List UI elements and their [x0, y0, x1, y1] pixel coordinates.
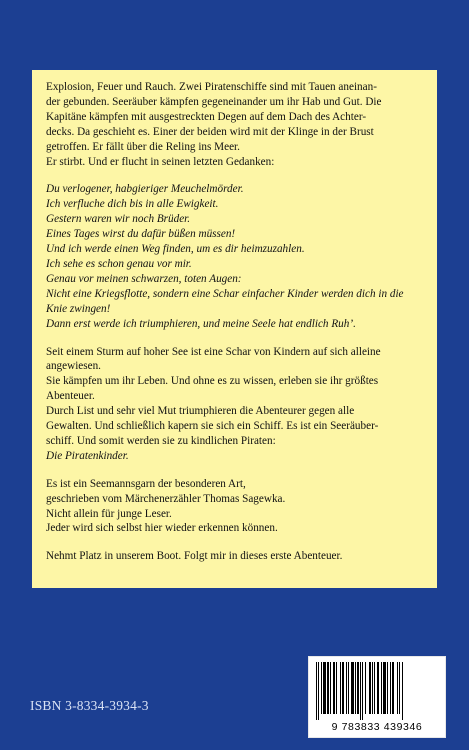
text-line: Es ist ein Seemannsgarn der besonderen Art,	[46, 477, 246, 490]
barcode-bar	[342, 662, 344, 714]
barcode-bar	[381, 662, 382, 714]
barcode-bar	[336, 662, 337, 714]
text-line: geschrieben vom Märchenerzähler Thomas Sagewka.	[46, 492, 286, 505]
text-line: getroffen. Er fällt über die Reling ins Meer.	[46, 140, 240, 153]
barcode-bar	[402, 662, 403, 720]
barcode-bar	[399, 662, 400, 714]
barcode-bar	[327, 662, 329, 714]
blurb-panel	[32, 70, 437, 588]
text-line: Nicht allein für junge Leser.	[46, 507, 172, 520]
barcode-bar	[323, 662, 326, 714]
invitation-paragraph	[46, 549, 425, 564]
barcode-bar	[392, 662, 394, 714]
book-title: Die Piratenkinder.	[46, 449, 129, 462]
author-paragraph	[46, 477, 425, 537]
text-line: Er stirbt. Und er flucht in seinen letzten Gedanken:	[46, 155, 275, 168]
text-line: Genau vor meinen schwarzen, toten Augen:	[46, 272, 242, 285]
barcode-bar	[372, 662, 373, 714]
barcode-bar	[383, 662, 386, 714]
barcode-bar	[330, 662, 331, 714]
text-line: Ich sehe es schon genau vor mir.	[46, 257, 192, 270]
intro-paragraph	[46, 80, 425, 169]
text-line: Dann erst werde ich triumphieren, und meine Seele hat endlich Ruh’.	[46, 317, 356, 330]
text-line: Gestern waren wir noch Brüder.	[46, 213, 191, 226]
barcode-bar	[348, 662, 349, 714]
text-line: Nehmt Platz in unserem Boot. Folgt mir in dieses erste Abenteuer.	[46, 550, 343, 563]
text-line: Knie zwingen!	[46, 302, 111, 315]
text-line: Gewalten. Und schließlich kapern sie sich ein Schiff. Es ist ein Seeräuber-	[46, 420, 379, 433]
text-line: Abenteuer.	[46, 390, 95, 403]
barcode-bar	[397, 662, 398, 714]
barcode-bar	[369, 662, 371, 714]
text-line: Nicht eine Kriegsflotte, sondern eine Schar einfacher Kinder werden dich in die	[46, 287, 404, 300]
text-line: Und ich werde einen Weg finden, um es dir heimzuzahlen.	[46, 243, 305, 256]
text-line: decks. Da geschieht es. Einer der beiden wird mit der Klinge in der Brust	[46, 125, 374, 138]
curse-paragraph	[46, 182, 425, 331]
barcode-bar	[351, 662, 354, 714]
isbn-text: ISBN 3-8334-3934-3	[30, 698, 149, 713]
barcode-bar	[357, 662, 359, 714]
barcode-bar	[374, 662, 375, 714]
text-line: Durch List und sehr viel Mut triumphieren die Abenteurer gegen alle	[46, 405, 355, 418]
text-line: der gebunden. Seeräuber kämpfen gegeneinander um ihr Hab und Gut. Die	[46, 95, 382, 108]
barcode-digits: 9 783833 439346	[331, 721, 423, 733]
text-line: Jeder wird sich selbst hier wieder erkennen können.	[46, 522, 278, 535]
text-line: Du verlogener, habgieriger Meuchelmörder.	[46, 183, 244, 196]
barcode-bar	[321, 662, 322, 714]
barcode-bar	[346, 662, 347, 714]
barcode-bar	[377, 662, 379, 714]
text-line: Seit einem Sturm auf hoher See ist eine Schar von Kindern auf sich alleine	[46, 345, 381, 358]
barcode-bar	[360, 662, 361, 720]
text-line: Eines Tages wirst du dafür büßen müssen!	[46, 228, 236, 241]
barcode-bar	[390, 662, 391, 714]
barcode-bar	[333, 662, 335, 714]
text-line: Explosion, Feuer und Rauch. Zwei Piratenschiffe sind mit Tauen aneinan-	[46, 81, 377, 93]
text-line: Kapitäne kämpfen mit ausgestreckten Degen auf dem Dach des Achter-	[46, 110, 367, 123]
story-paragraph	[46, 345, 425, 464]
barcode-bar	[362, 662, 363, 720]
barcode-bar	[387, 662, 388, 714]
text-line: Ich verfluche dich bis in alle Ewigkeit.	[46, 198, 219, 211]
barcode	[308, 656, 446, 738]
text-line: angewiesen.	[46, 360, 101, 373]
barcode-bars	[314, 662, 440, 720]
text-line: schiff. Und somit werden sie zu kindlichen Piraten:	[46, 434, 276, 447]
barcode-bar	[316, 662, 317, 720]
barcode-bar	[365, 662, 366, 714]
barcode-bar	[318, 662, 319, 720]
barcode-bar	[355, 662, 356, 714]
barcode-bar	[340, 662, 341, 714]
text-line: Sie kämpfen um ihr Leben. Und ohne es zu wissen, erleben sie ihr größtes	[46, 375, 379, 388]
